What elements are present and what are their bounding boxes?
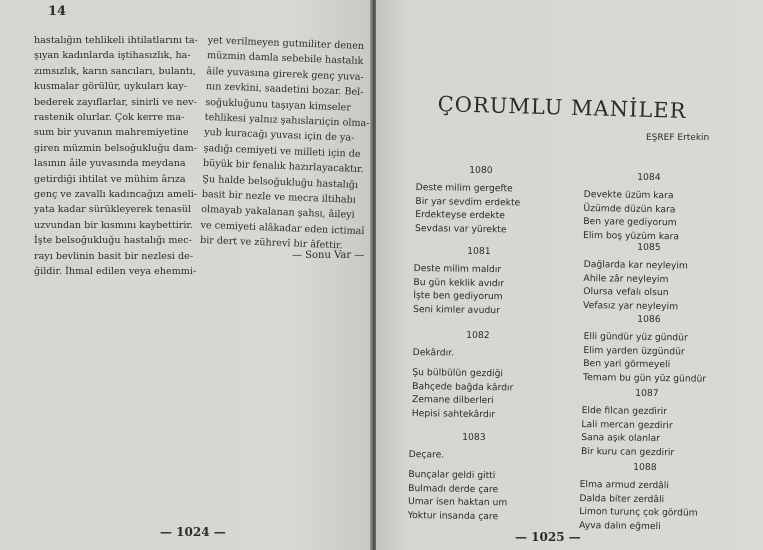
mani-1082 <box>412 328 543 422</box>
mani-line: Elim boş yüzüm kara <box>583 229 680 242</box>
text-line: getirdiği ihtilat ve mühim ârıza <box>34 173 186 185</box>
page-number-bottom-left: — 1024 — <box>160 525 226 539</box>
mani-line: Bunçalar geldi gitti <box>408 468 496 482</box>
mani-1084 <box>583 170 714 244</box>
mani-line: Devekte üzüm kara <box>583 188 674 202</box>
mani-number: 1085 <box>637 241 661 254</box>
text-line: lasının âile yuvasında meydana <box>34 158 186 170</box>
text-line: büyük bir fenalık hazırlayacaktır. <box>202 158 364 176</box>
text-line: bederek zayıflarlar, sinirli ve nev- <box>34 96 197 108</box>
mani-line: İşte ben gediyorum <box>413 289 503 303</box>
text-line: müzmin damla sebebile hastalık <box>206 50 364 68</box>
mani-line: Ahile zâr neyleyim <box>583 272 669 285</box>
mani-1083 <box>408 430 539 524</box>
text-line: basit bir nezle ve mecra iltihabı <box>201 188 357 206</box>
mani-line: Temam bu gün yüz gündür <box>583 371 707 385</box>
mani-line: Ben yari görmeyeli <box>583 357 671 371</box>
mani-line: Bir yar sevdim erdekte <box>415 195 521 208</box>
text-line: uzvundan bir kısmını kaybettirir. <box>34 219 193 231</box>
mani-line: Limon turunç çok gördüm <box>579 505 698 519</box>
left-page <box>0 0 372 550</box>
mani-line: Şu bülbülün gezdiği <box>412 366 504 380</box>
mani-line: Ayva dalın eğmeli <box>579 519 661 532</box>
page-title: ÇORUMLU MANİLER <box>437 92 687 123</box>
mani-header: Dekârdır. <box>412 346 455 359</box>
mani-number: 1087 <box>635 387 659 400</box>
text-line: yata kadar sürükleyerek tenasül <box>34 204 192 216</box>
mani-1087 <box>581 386 712 460</box>
text-line: soğukluğunu taşıyan kimseler <box>205 96 352 114</box>
page-number-bottom-right: — 1025 — <box>515 530 581 544</box>
mani-line: Deste milim maldır <box>413 262 502 276</box>
mani-number: 1081 <box>467 245 491 258</box>
mani-number: 1088 <box>633 461 657 474</box>
text-line: rayı bevlinin basit bir nezlesi de- <box>34 250 194 262</box>
mani-line: Sana aşık olanlar <box>581 431 660 445</box>
mani-line: Erdekteyse erdekte <box>415 208 505 222</box>
mani-line: Sevdası var yürekte <box>415 222 507 235</box>
mani-line: Bahçede bağda kârdır <box>412 380 514 393</box>
mani-1081 <box>413 244 544 318</box>
text-line: yet verilmeyen gutmiliter denen <box>207 34 365 52</box>
mani-line: Lali mercan gezdirir <box>581 418 673 431</box>
text-line: İşte belsoğukluğu hastalığı mec- <box>34 235 192 247</box>
mani-header: Deçare. <box>408 448 445 461</box>
mani-line: Umar isen haktan um <box>407 495 508 509</box>
text-line: şıyan kadınlarda iştihasızlık, ha- <box>34 50 191 62</box>
mani-line: Hepisi sahtekârdır <box>411 407 496 420</box>
page-number-top: 14 <box>48 4 67 19</box>
text-line: bir dert ve zührevî bir âfettir. <box>199 235 343 252</box>
text-line: kusmalar görülür, uykuları kay- <box>34 81 187 93</box>
mani-number: 1084 <box>637 171 661 184</box>
mani-1085 <box>583 240 714 314</box>
text-line: ve cemiyeti alâkadar eden ictimaî <box>200 219 365 238</box>
text-line: tehlikesi yalnız şahıslarıiçin olma- <box>204 111 370 130</box>
mani-1086 <box>583 312 714 386</box>
mani-line: Dağlarda kar neyleyim <box>583 258 688 272</box>
text-line: şadığı cemiyeti ve milleti için de <box>203 142 361 160</box>
mani-line: Elim yarden üzgündür <box>583 344 685 357</box>
text-line: nın zevkini, saadetini bozar. Bel- <box>205 81 364 99</box>
mani-line: Elma armud zerdâli <box>579 478 670 492</box>
mani-line: Elli gündür yüz gündür <box>583 330 688 344</box>
mani-line: Bu gün keklik avıdır <box>413 276 505 289</box>
right-page <box>376 0 763 550</box>
mani-number: 1080 <box>469 164 493 177</box>
text-line: Şu halde belsoğukluğu hastalığı <box>202 173 359 191</box>
text-line: olmayab yakalanan şahsı, âileyi <box>200 204 355 222</box>
mani-line: Yoktur insanda çare <box>407 509 499 522</box>
text-line: genç ve zavallı kadıncağızı ameli- <box>34 189 198 201</box>
text-line: yub kuracağı yuvası için de ya- <box>203 127 355 145</box>
mani-number: 1083 <box>462 431 486 444</box>
text-line: ğildir. İhmal edilen veya ehemmi- <box>34 266 197 278</box>
mani-number: 1082 <box>466 329 490 342</box>
mani-line: Zemane dilberleri <box>411 393 494 407</box>
mani-1080 <box>415 163 546 237</box>
text-column-1 <box>34 33 198 280</box>
text-line: hastalığın tehlikeli ihtilatlarını ta- <box>34 35 198 46</box>
mani-line: Ben yare gediyorum <box>583 215 677 229</box>
mani-1088 <box>579 460 710 534</box>
text-line: zımsızlık, karın sancıları, bulantı, <box>34 65 196 77</box>
mani-line: Dalda biter zerdâli <box>579 492 665 505</box>
mani-line: Deste milim gergefte <box>415 181 513 195</box>
text-line: sum bir yuvanın mahremiyetine <box>34 127 189 139</box>
mani-line: Olursa vefalı olsun <box>583 285 669 299</box>
text-line: rastenik olurlar. Çok kerre ma- <box>34 112 185 124</box>
mani-line: Üzümde düzün kara <box>583 202 676 215</box>
sonu-var: — Sonu Var — <box>292 250 365 261</box>
mani-line: Bir kuru can gezdirir <box>581 445 675 458</box>
text-line: giren müzmin belsoğukluğu dam- <box>34 142 197 154</box>
mani-line: Vefasız yar neyleyim <box>583 299 679 312</box>
text-line: âile yuvasına girerek genç yuva- <box>206 65 364 83</box>
author-name: EŞREF Ertekin <box>646 133 710 143</box>
mani-line: Elde filcan gezdirir <box>581 404 668 418</box>
mani-line: Bulmadı derde çare <box>408 482 499 495</box>
text-column-2 <box>200 33 372 255</box>
mani-line: Seni kimler avudur <box>413 303 501 316</box>
mani-number: 1086 <box>637 313 661 326</box>
